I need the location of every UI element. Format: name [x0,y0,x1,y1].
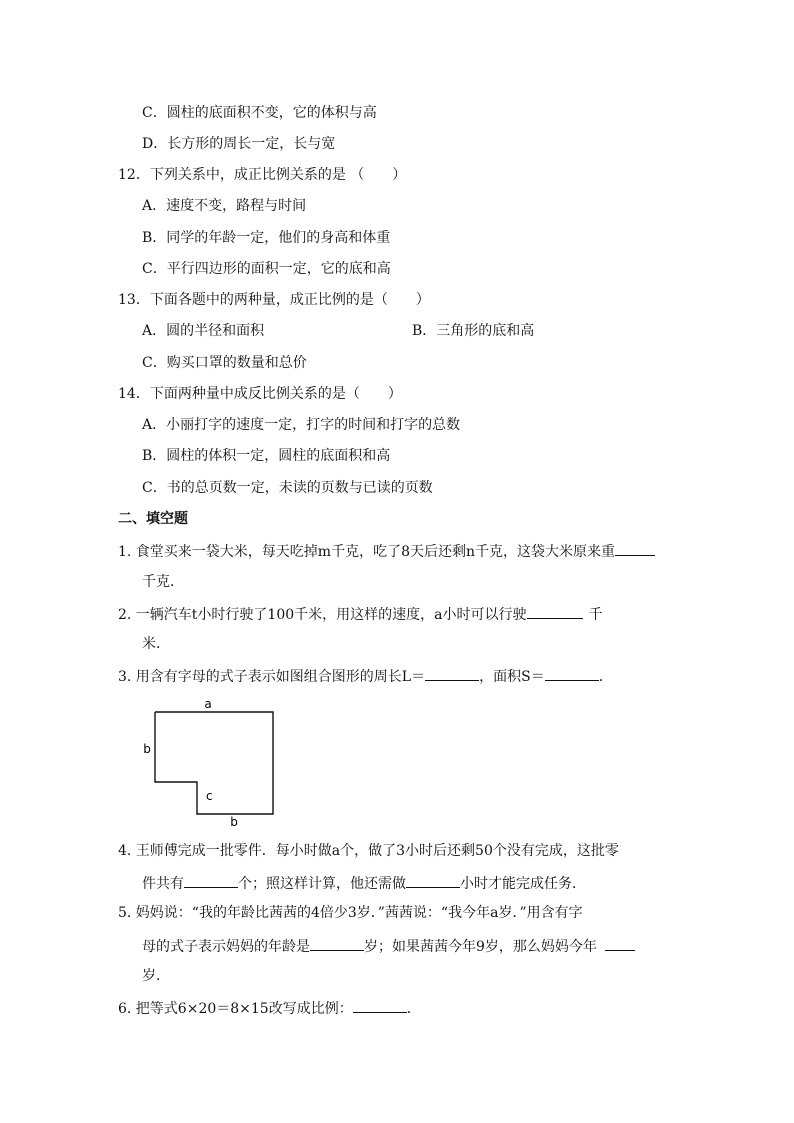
answer-blank-age[interactable] [605,936,635,951]
fill-question-6 [118,998,421,1018]
figure-label-c: c [206,789,213,803]
fill-q5-text-b: 岁；如果茜茜今年9岁，那么妈妈今年 [364,939,597,955]
fill-q1-text: 1. 食堂买来一袋大米，每天吃掉m千克，吃了8天后还剩n千克，这袋大米原来重 [118,544,616,560]
q14-option-a: A．小丽打字的速度一定，打字的时间和打字的总数 [142,417,461,433]
q13-option-c: C．购买口罩的数量和总价 [142,355,307,371]
answer-blank-expression[interactable] [310,936,364,951]
q13-option-b: B．三角形的底和高 [412,323,535,339]
q14-option-b: B．圆柱的体积一定，圆柱的底面积和高 [142,448,391,464]
question-12: 12．下列关系中，成正比例关系的是 （ ） [118,167,407,183]
figure-label-b-left: b [143,742,151,756]
q12-option-b: B．同学的年龄一定，他们的身高和体重 [142,230,391,246]
fill-q5-text-a: 母的式子表示妈妈的年龄是 [142,939,310,955]
fill-q6-end: ． [406,1001,421,1017]
fill-q4-line1: 4. 王师傅完成一批零件．每小时做a个，做了3小时后还剩50个没有完成，这批零 [118,843,619,859]
section-title: 二、填空题 [118,511,188,527]
answer-blank-area[interactable] [545,666,599,681]
answer-blank-hours[interactable] [406,873,460,888]
fill-q6-text: 6. 把等式6×20＝8×15改写成比例： [118,1001,353,1017]
fill-q3-text: 3. 用含有字母的式子表示如图组合图形的周长L＝ [118,669,426,685]
figure-outline [155,712,273,814]
q12-option-a: A．速度不变，路程与时间 [142,198,307,214]
fill-question-1 [118,541,655,561]
q12-option-c: C．平行四边形的面积一定，它的底和高 [142,261,391,277]
fill-q3-end: ． [598,669,613,685]
fill-q2-unit: 千 [588,607,603,623]
fill-question-4-line2 [142,873,586,893]
q11-option-d: D．长方形的周长一定，长与宽 [142,136,336,152]
figure-label-b-bottom: b [230,815,238,829]
fill-q4-text-b: 个；照这样计算，他还需做 [238,876,406,892]
q13-option-a: A．圆的半径和面积 [142,323,265,339]
fill-q1-continuation: 千克． [142,574,184,590]
fill-q4-text-a: 件共有 [142,876,184,892]
question-13: 13．下面各题中的两种量，成正比例的是（ ） [118,292,430,308]
answer-blank[interactable] [615,541,655,556]
q14-option-c: C．书的总页数一定，未读的页数与已读的页数 [142,480,433,496]
fill-q2-continuation: 米． [142,636,170,652]
answer-blank[interactable] [527,604,583,619]
combined-shape-figure [130,694,290,834]
figure-label-a: a [204,697,212,711]
fill-q2-text: 2. 一辆汽车t小时行驶了100千米，用这样的速度，a小时可以行驶 [118,607,527,623]
fill-question-3 [118,666,613,686]
question-14: 14．下面两种量中成反比例关系的是（ ） [118,386,402,402]
fill-q5-continuation: 岁． [142,968,170,984]
answer-blank-total[interactable] [184,873,238,888]
answer-blank-proportion[interactable] [353,998,407,1013]
fill-question-2 [118,604,603,624]
answer-blank-perimeter[interactable] [425,666,479,681]
fill-question-5-line2 [142,936,635,956]
fill-q5-line1: 5. 妈妈说：“我的年龄比茜茜的4倍少3岁．”茜茜说：“我今年a岁．”用含有字 [118,905,583,921]
fill-q3-area-text: ，面积S＝ [479,669,545,685]
fill-q4-text-c: 小时才能完成任务． [460,876,586,892]
q11-option-c: C．圆柱的底面积不变，它的体积与高 [142,105,377,121]
